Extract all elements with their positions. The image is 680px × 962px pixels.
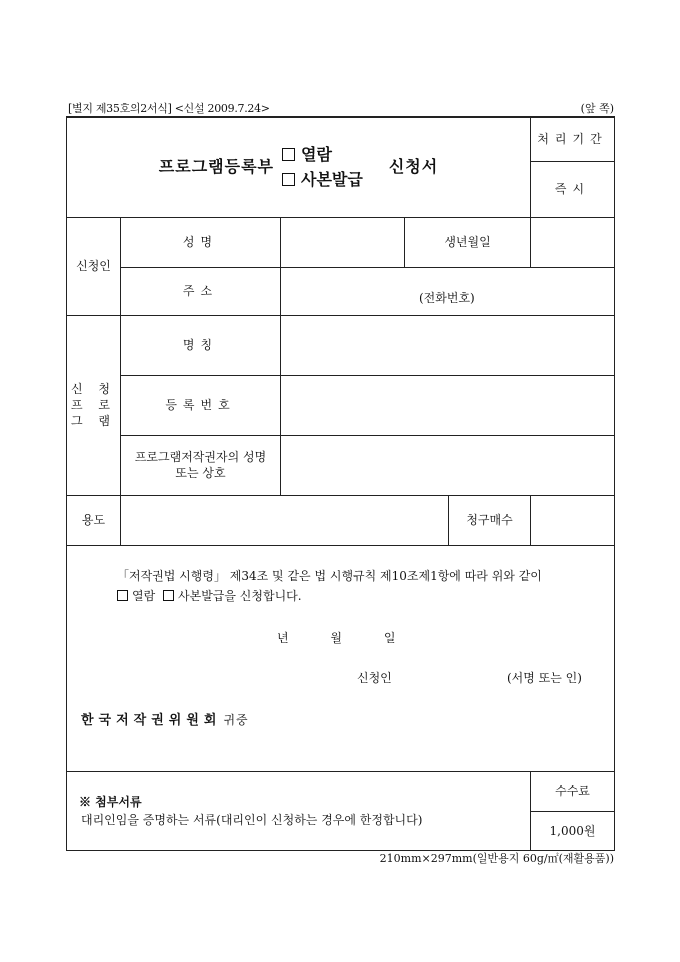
title-main: 프로그램등록부 bbox=[158, 157, 274, 177]
copies-field[interactable] bbox=[531, 495, 615, 545]
option-copy[interactable] bbox=[282, 167, 363, 193]
option-view-label: 열람 bbox=[301, 144, 332, 164]
title-suffix: 신청서 bbox=[388, 157, 439, 177]
usage-label: 용도 bbox=[67, 495, 121, 545]
recipient-organization bbox=[81, 712, 249, 730]
applicant-section-label: 신청인 bbox=[67, 217, 121, 315]
page-side: (앞 쪽) bbox=[580, 102, 614, 115]
program-section-label bbox=[67, 315, 121, 495]
author-field[interactable] bbox=[281, 435, 615, 495]
program-title-field[interactable] bbox=[281, 315, 615, 375]
attachment-section bbox=[67, 771, 531, 850]
paper-spec: 210mm×297mm(일반용지 60g/㎡(재활용품)) bbox=[379, 852, 614, 865]
declaration-date[interactable]: 년 월 일 bbox=[277, 630, 396, 645]
author-label-line1: 프로그램저작권자의 성명 bbox=[134, 449, 267, 464]
birth-label: 생년월일 bbox=[405, 217, 531, 267]
address-label: 주소 bbox=[121, 267, 281, 315]
program-title-label: 명칭 bbox=[121, 315, 281, 375]
checkbox-copy-icon[interactable] bbox=[282, 173, 295, 186]
program-section-label-3: 그 램 bbox=[71, 414, 116, 429]
declaration-signature[interactable]: (서명 또는 인) bbox=[507, 670, 582, 685]
decl-checkbox-view-icon[interactable] bbox=[117, 590, 128, 601]
author-label-line2: 또는 상호 bbox=[175, 466, 226, 480]
program-section-label-2: 프 로 bbox=[71, 397, 116, 412]
name-field[interactable] bbox=[281, 217, 405, 267]
option-copy-label: 사본발급 bbox=[301, 170, 363, 190]
option-view[interactable] bbox=[282, 142, 363, 168]
fee-value: 1,000원 bbox=[531, 812, 615, 851]
organization-name: 한국저작권위원회 bbox=[81, 712, 222, 728]
fee-label: 수수료 bbox=[531, 771, 615, 812]
declaration-applicant: 신청인 bbox=[357, 670, 392, 685]
checkbox-view-icon[interactable] bbox=[282, 148, 295, 161]
application-form-table bbox=[66, 116, 615, 851]
decl-opt-copy: 사본발급을 신청합니다. bbox=[178, 588, 302, 603]
birth-field[interactable] bbox=[531, 217, 615, 267]
phone-label: (전화번호) bbox=[419, 291, 475, 306]
name-label: 성명 bbox=[121, 217, 281, 267]
processing-period-label: 처리기간 bbox=[531, 117, 615, 161]
form-number: [별지 제35호의2서식] <신설 2009.7.24> bbox=[68, 102, 270, 115]
declaration-section bbox=[67, 545, 615, 771]
copies-label: 청구매수 bbox=[449, 495, 531, 545]
declaration-line2 bbox=[117, 588, 302, 604]
declaration-line1: 「저작권법 시행령」 제34조 및 같은 법 시행규칙 제10조제1항에 따라 위와 같이 bbox=[117, 568, 542, 583]
processing-period-value: 즉시 bbox=[531, 161, 615, 217]
form-title bbox=[67, 117, 531, 217]
reg-no-label: 등록번호 bbox=[121, 375, 281, 435]
title-options bbox=[282, 142, 363, 193]
attachment-title: ※ 첨부서류 bbox=[79, 794, 142, 809]
address-field[interactable] bbox=[281, 267, 615, 315]
reg-no-field[interactable] bbox=[281, 375, 615, 435]
decl-opt-view: 열람 bbox=[132, 588, 156, 603]
attachment-desc: 대리인임을 증명하는 서류(대리인이 신청하는 경우에 한정합니다) bbox=[81, 812, 423, 827]
author-label bbox=[121, 435, 281, 495]
usage-field[interactable] bbox=[121, 495, 449, 545]
organization-suffix: 귀중 bbox=[223, 712, 249, 727]
decl-checkbox-copy-icon[interactable] bbox=[163, 590, 174, 601]
program-section-label-1: 신 청 bbox=[71, 381, 116, 396]
